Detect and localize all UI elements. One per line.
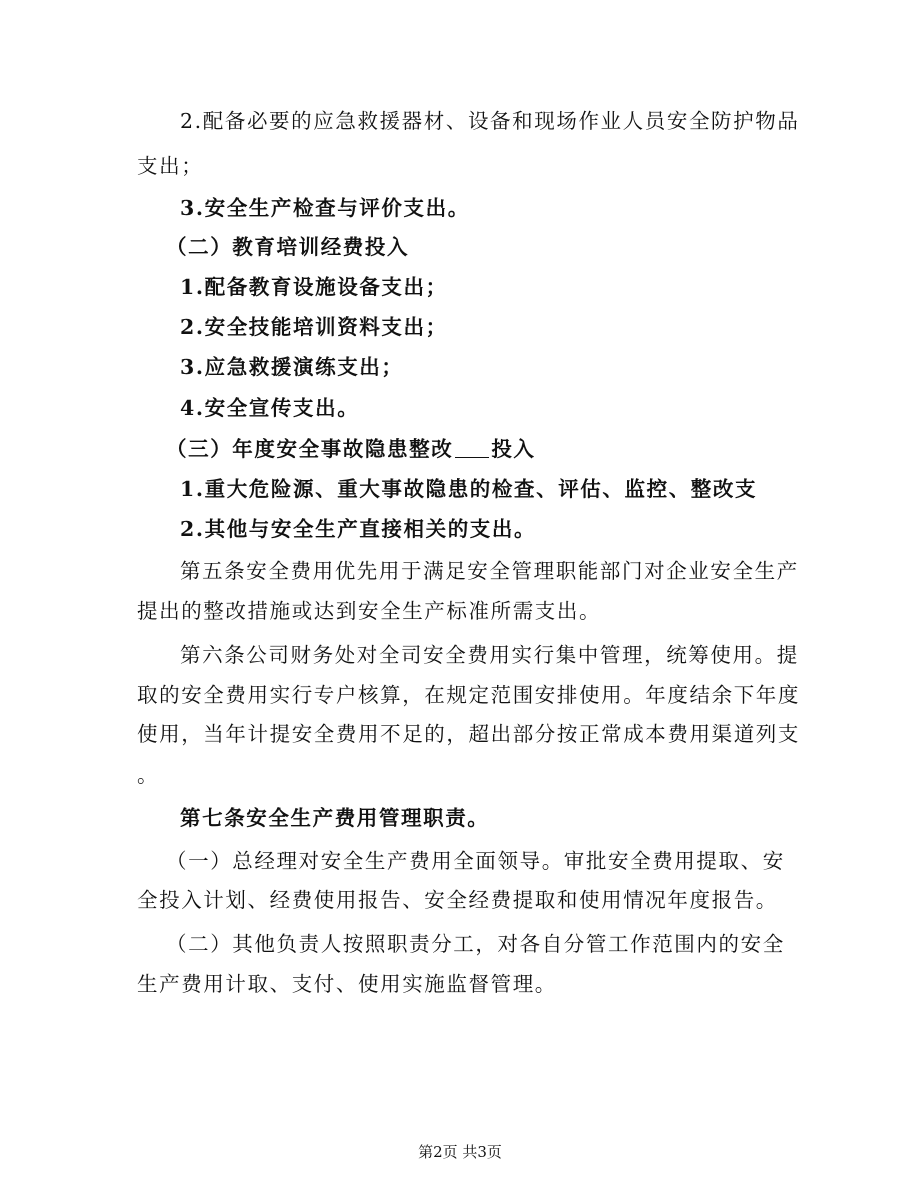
list-item-continuation: 支出； <box>137 154 204 178</box>
section-heading <box>166 434 536 464</box>
paragraph-line: 提出的整改措施或达到安全生产标准所需支出。 <box>137 599 602 623</box>
paragraph-line: （一）总经理对安全生产费用全面领导。审批安全费用提取、安 <box>166 849 785 873</box>
list-item: 3.安全生产检查与评价支出。 <box>180 196 470 220</box>
list-item: 1.重大危险源、重大事故隐患的检查、评估、监控、整改支 <box>180 477 758 501</box>
list-item: 4.安全宣传支出。 <box>180 396 360 420</box>
heading-text: （三）年度安全事故隐患整改 <box>166 437 454 461</box>
list-item: 2.安全技能培训资料支出； <box>180 315 448 339</box>
fill-blank <box>455 437 489 458</box>
list-item: 3.应急救援演练支出； <box>180 355 404 379</box>
paragraph-line: （二）其他负责人按照职责分工，对各自分管工作范围内的安全 <box>166 932 785 956</box>
article-heading: 第七条安全生产费用管理职责。 <box>180 806 490 830</box>
list-item: 2.配备必要的应急救援器材、设备和现场作业人员安全防护物品 <box>180 109 800 133</box>
paragraph-line: 第五条安全费用优先用于满足安全管理职能部门对企业安全生产 <box>180 559 799 583</box>
paragraph-line: 取的安全费用实行专户核算，在规定范围安排使用。年度结余下年度 <box>137 683 800 707</box>
paragraph-line: 生产费用计取、支付、使用实施监督管理。 <box>137 972 557 996</box>
paragraph-line: 第六条公司财务处对全司安全费用实行集中管理，统筹使用。提 <box>180 643 799 667</box>
section-heading: （二）教育培训经费投入 <box>166 235 410 259</box>
paragraph-line: 。 <box>137 763 160 787</box>
paragraph-line: 全投入计划、经费使用报告、安全经费提取和使用情况年度报告。 <box>137 888 778 912</box>
list-item: 1.配备教育设施设备支出； <box>180 275 448 299</box>
list-item: 2.其他与安全生产直接相关的支出。 <box>180 517 537 541</box>
page-number-footer: 第2页 共3页 <box>418 1143 502 1161</box>
heading-text-suffix: 投入 <box>491 437 536 461</box>
paragraph-line: 使用，当年计提安全费用不足的，超出部分按正常成本费用渠道列支 <box>137 722 800 746</box>
